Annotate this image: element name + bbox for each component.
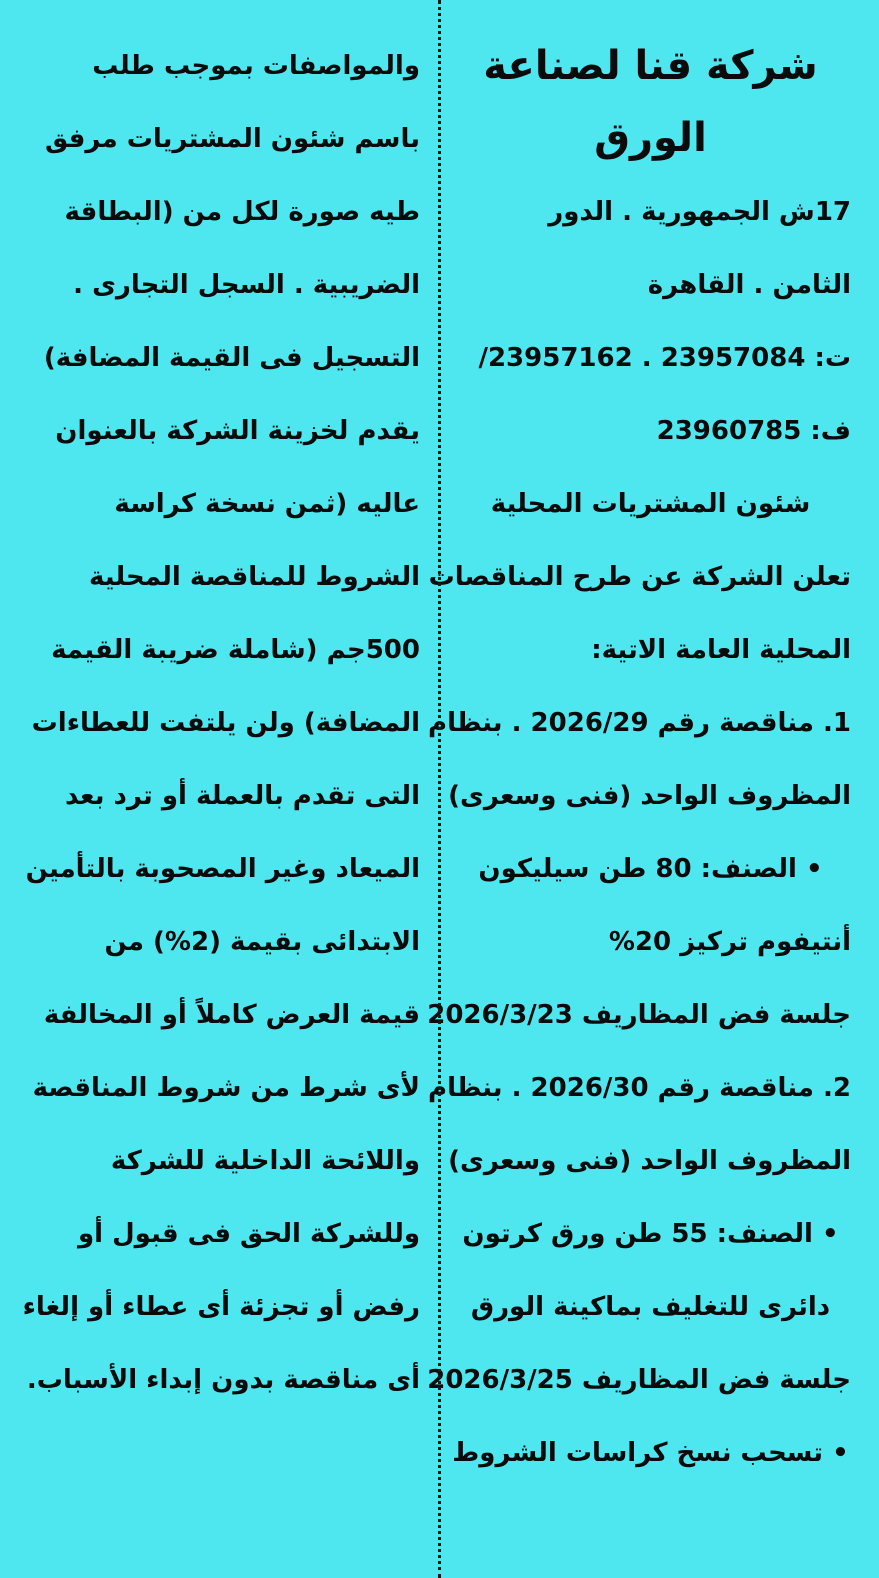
- text-line: الشروط للمناقصة المحلية: [88, 562, 420, 592]
- text-line: واللائحة الداخلية للشركة: [110, 1146, 420, 1176]
- column-divider: [438, 0, 441, 1578]
- phone-numbers: ت: 23957084 . 23957162/: [478, 343, 851, 373]
- text-line: قيمة العرض كاملاً أو المخالفة: [43, 1000, 420, 1030]
- announcement-intro: تعلن الشركة عن طرح المناقصات: [428, 562, 851, 592]
- announcement-intro-cont: المحلية العامة الاتية:: [591, 635, 851, 665]
- text-line: طيه صورة لكل من (البطاقة: [64, 197, 420, 227]
- text-line: رفض أو تجزئة أى عطاء أو إلغاء: [22, 1292, 420, 1322]
- left-column: [0, 0, 434, 1578]
- fax-number: ف: 23960785: [656, 416, 851, 446]
- tender-2-item-cont: دائرى للتغليف بماكينة الورق: [470, 1292, 831, 1322]
- text-line: وللشركة الحق فى قبول أو: [77, 1219, 420, 1249]
- company-title-line-1: شركة قنا لصناعة: [483, 43, 818, 89]
- tender-2-session: جلسة فض المظاريف 2026/3/25: [427, 1365, 851, 1395]
- text-line: يقدم لخزينة الشركة بالعنوان: [55, 416, 420, 446]
- text-line: التسجيل فى القيمة المضافة): [43, 343, 420, 373]
- tender-1-system: المظروف الواحد (فنى وسعرى): [448, 781, 851, 811]
- text-line: أى مناقصة بدون إبداء الأسباب.: [26, 1365, 420, 1395]
- text-line: الابتدائى بقيمة (2%) من: [104, 927, 420, 957]
- tender-1-item: • الصنف: 80 طن سيليكون: [478, 854, 823, 884]
- text-line: والمواصفات بموجب طلب: [92, 51, 420, 81]
- tender-1-session: جلسة فض المظاريف 2026/3/23: [427, 1000, 851, 1030]
- department-heading: شئون المشتريات المحلية: [490, 489, 811, 519]
- tender-1-item-cont: أنتيفوم تركيز 20%: [608, 927, 851, 957]
- tender-2-item: • الصنف: 55 طن ورق كرتون: [462, 1219, 839, 1249]
- text-line: الضريبية . السجل التجارى .: [73, 270, 420, 300]
- text-line: باسم شئون المشتريات مرفق: [44, 124, 420, 154]
- text-line: عاليه (ثمن نسخة كراسة: [114, 489, 420, 519]
- tender-2-heading: 2. مناقصة رقم 2026/30 . بنظام: [428, 1073, 851, 1103]
- text-line: المضافة) ولن يلتفت للعطاءات: [31, 708, 420, 738]
- right-column: [427, 0, 879, 1578]
- tender-1-heading: 1. مناقصة رقم 2026/29 . بنظام: [428, 708, 851, 738]
- address-city: الثامن . القاهرة: [647, 270, 851, 300]
- text-line: التى تقدم بالعملة أو ترد بعد: [65, 781, 420, 811]
- tender-2-system: المظروف الواحد (فنى وسعرى): [448, 1146, 851, 1176]
- company-title-line-2: الورق: [594, 115, 707, 161]
- text-line: 500جم (شاملة ضريبة القيمة: [51, 635, 420, 665]
- address-line: 17ش الجمهورية . الدور: [548, 197, 851, 227]
- conditions-note: • تسحب نسخ كراسات الشروط: [452, 1438, 849, 1468]
- company-title: [450, 30, 851, 176]
- text-line: لأى شرط من شروط المناقصة: [32, 1073, 420, 1103]
- text-line: الميعاد وغير المصحوبة بالتأمين: [25, 854, 420, 884]
